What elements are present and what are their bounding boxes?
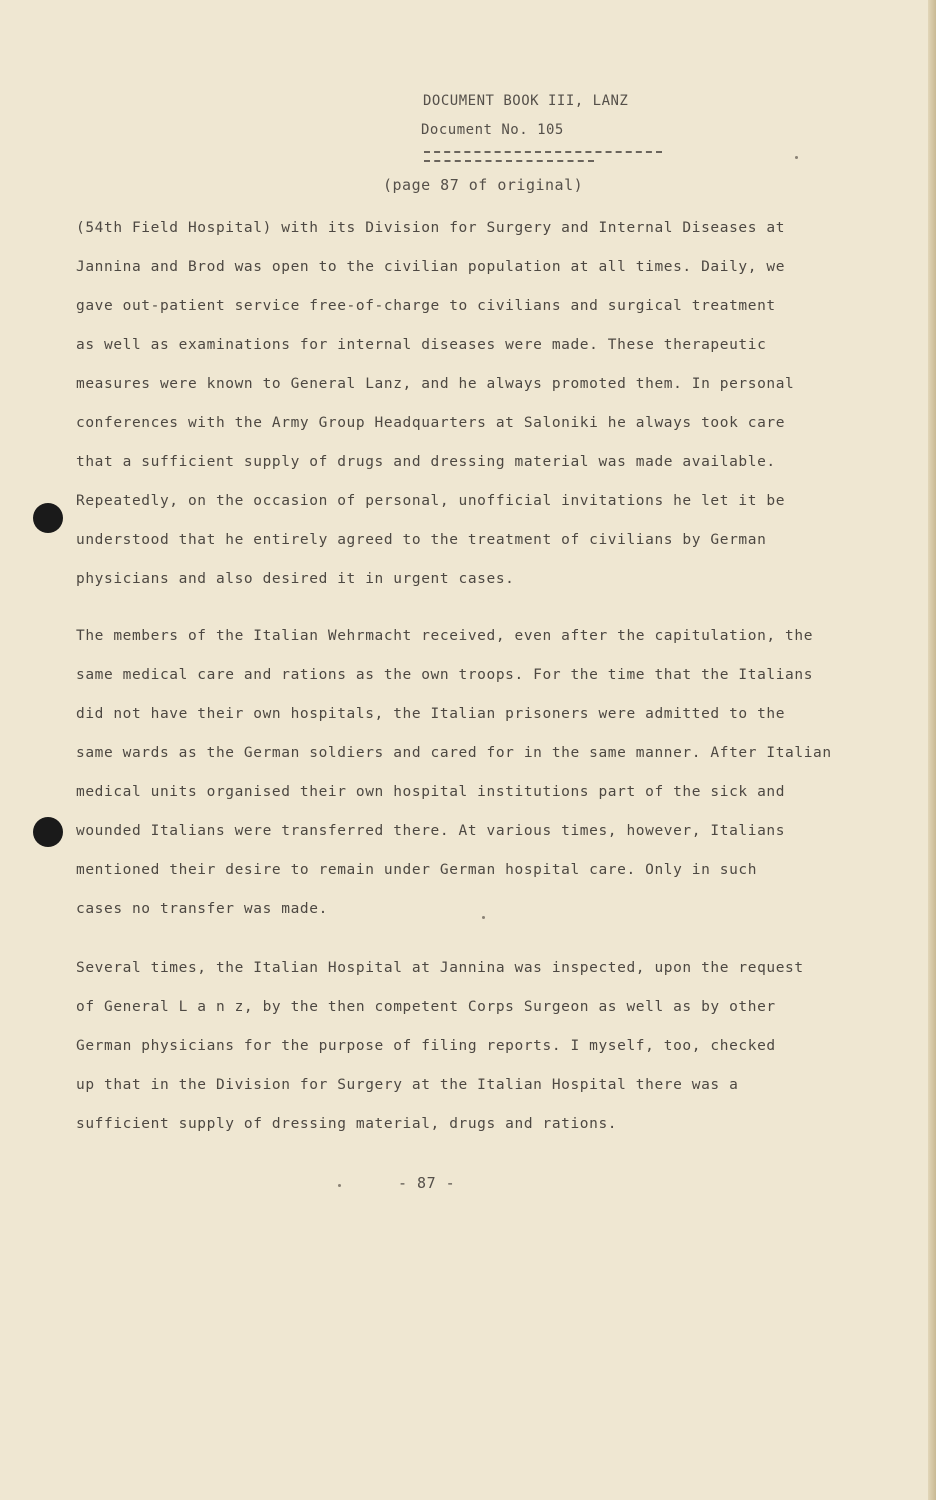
text-line: same medical care and rations as the own troops. For the time that the Italians [76,667,814,683]
text-line: cases no transfer was made. [76,901,328,917]
paper-speck [795,156,798,159]
text-line: understood that he entirely agreed to the treatment of civilians by German [76,532,767,548]
text-line: same wards as the German soldiers and cared for in the same manner. After Italian [76,745,832,761]
text-line: Repeatedly, on the occasion of personal, unofficial invitations he let it be [76,493,786,509]
text-line: The members of the Italian Wehrmacht received, even after the capitulation, the [76,628,814,644]
text-line: (54th Field Hospital) with its Division for Surgery and Internal Diseases at [76,220,786,236]
text-line: wounded Italians were transferred there. At various times, however, Italians [76,823,786,839]
text-line: sufficient supply of dressing material, drugs and rations. [76,1116,618,1132]
document-book-title: DOCUMENT BOOK III, LANZ [423,93,629,109]
text-line: physicians and also desired it in urgent cases. [76,571,515,587]
text-line: measures were known to General Lanz, and he always promoted them. In personal [76,376,795,392]
text-line: of General L a n z, by the then competent Corps Surgeon as well as by other [76,999,776,1015]
separator-line-1 [424,151,662,153]
text-line: medical units organised their own hospital institutions part of the sick and [76,784,786,800]
text-line: German physicians for the purpose of filing reports. I myself, too, checked [76,1038,776,1054]
separator-line-2 [424,160,594,162]
text-line: gave out-patient service free-of-charge to civilians and surgical treatment [76,298,776,314]
paper-speck [482,916,485,919]
text-line: that a sufficient supply of drugs and dressing material was made available. [76,454,776,470]
text-line: did not have their own hospitals, the Italian prisoners were admitted to the [76,706,786,722]
punch-hole-top [33,503,63,533]
text-line: Jannina and Brod was open to the civilian population at all times. Daily, we [76,259,786,275]
document-number: Document No. 105 [421,122,564,138]
paper-speck [338,1184,341,1187]
page-edge [928,0,936,1500]
page-of-original: (page 87 of original) [383,176,584,194]
text-line: mentioned their desire to remain under German hospital care. Only in such [76,862,758,878]
punch-hole-bottom [33,817,63,847]
text-line: up that in the Division for Surgery at the Italian Hospital there was a [76,1077,739,1093]
page-number: - 87 - [398,1174,456,1192]
text-line: Several times, the Italian Hospital at Jannina was inspected, upon the request [76,960,804,976]
text-line: as well as examinations for internal diseases were made. These therapeutic [76,337,767,353]
text-line: conferences with the Army Group Headquarters at Saloniki he always took care [76,415,786,431]
